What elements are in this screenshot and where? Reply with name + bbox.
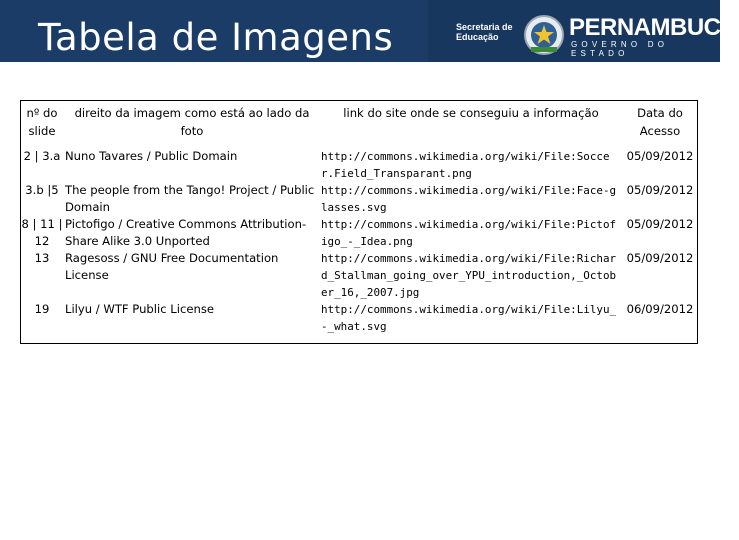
governo-do-estado-text: GOVERNO DO ESTADO <box>571 40 669 58</box>
table-row <box>20 250 698 301</box>
header-access-date: Data do Acesso <box>637 106 683 138</box>
table-row <box>20 182 698 216</box>
image-rights-cell: Pictofigo / Creative Commons Attribution-Share Alike 3.0 Unported <box>65 217 307 248</box>
table-row <box>20 301 698 335</box>
header-image-rights: direito da imagem como está ao lado da foto <box>74 106 310 138</box>
source-link-cell[interactable]: http://commons.wikimedia.org/wiki/File:Face-glasses.svg <box>321 184 617 214</box>
image-rights-cell: The people from the Tango! Project / Public Domain <box>65 183 315 214</box>
pernambuco-logo-text: PERNAMBUCO <box>569 14 739 41</box>
image-rights-cell: Lilyu / WTF Public License <box>65 302 214 316</box>
access-date-cell: 05/09/2012 <box>626 251 694 265</box>
secretaria-label <box>456 22 513 42</box>
source-link-cell[interactable]: http://commons.wikimedia.org/wiki/File:Soccer.Field_Transparant.png <box>321 150 610 180</box>
access-date-cell: 05/09/2012 <box>626 183 694 197</box>
source-link-cell[interactable]: http://commons.wikimedia.org/wiki/File:Pictofigo_-_Idea.png <box>321 218 617 248</box>
secretaria-line-1: Secretaria de <box>456 22 513 32</box>
source-link-cell[interactable]: http://commons.wikimedia.org/wiki/File:Lilyu_-_what.svg <box>321 303 617 333</box>
pernambuco-crest-icon <box>523 14 565 56</box>
header-slide-number: nº do slide <box>26 106 58 138</box>
secretaria-line-2: Educação <box>456 32 499 42</box>
image-rights-cell: Nuno Tavares / Public Domain <box>65 149 238 163</box>
table-row <box>20 148 698 182</box>
slide-number-cell: 2 | 3.a <box>23 149 61 163</box>
image-rights-cell: Ragesoss / GNU Free Documentation License <box>65 251 279 282</box>
table-row <box>20 216 698 250</box>
slide-number-cell: 3.b |5 <box>25 183 59 197</box>
access-date-cell: 05/09/2012 <box>626 149 694 163</box>
slide-number-cell: 8 | 11 | 12 <box>21 217 63 248</box>
slide-header <box>0 0 739 72</box>
slide-number-cell: 13 <box>34 251 50 265</box>
access-date-cell: 06/09/2012 <box>626 302 694 316</box>
slide-number-cell: 19 <box>34 302 50 316</box>
source-link-cell[interactable]: http://commons.wikimedia.org/wiki/File:Richard_Stallman_going_over_YPU_introduction,_October_16,_2007.jpg <box>321 252 617 299</box>
image-credits-table <box>20 104 698 335</box>
page-title: Tabela de Imagens <box>38 16 394 59</box>
table-header-row <box>20 104 698 148</box>
access-date-cell: 05/09/2012 <box>626 217 694 231</box>
header-divider <box>0 62 720 72</box>
header-source-link: link do site onde se conseguiu a informação <box>343 106 599 120</box>
